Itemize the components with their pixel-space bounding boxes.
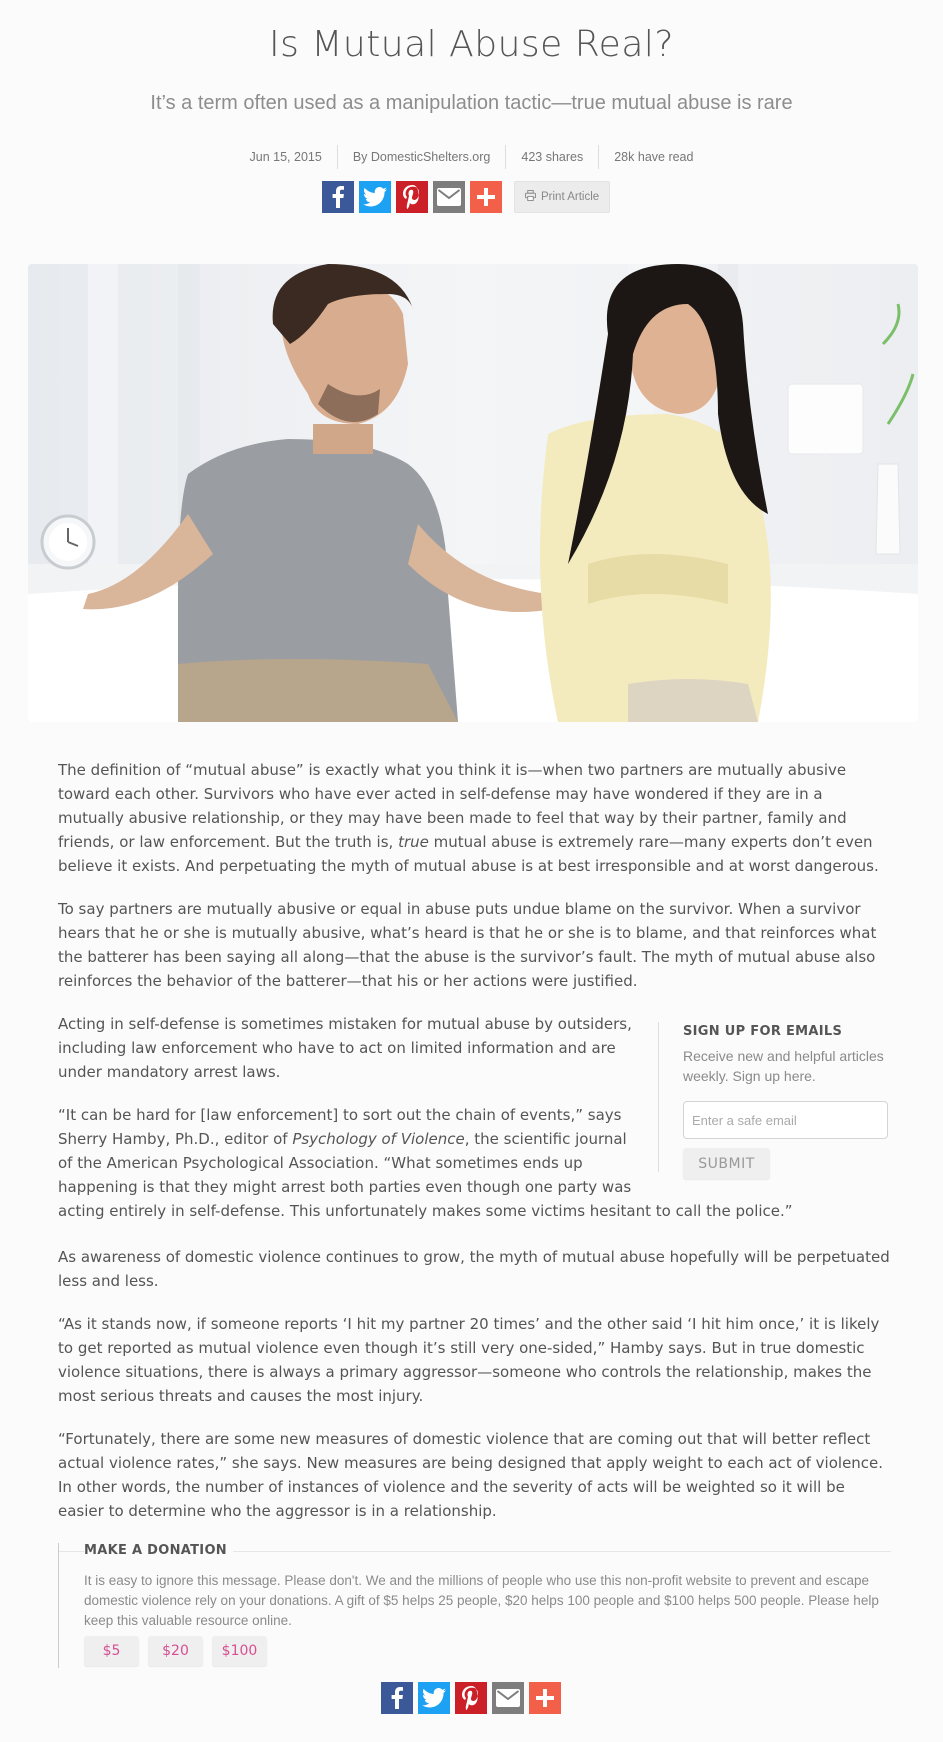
pinterest-icon (403, 185, 421, 209)
submit-button[interactable]: SUBMIT (683, 1148, 770, 1179)
article-paragraph: Acting in self-defense is sometimes mistaken for mutual abuse by outsiders, including law enforcement who have to act on limited information and are under mandatory arrest laws. (58, 1015, 632, 1081)
pinterest-icon (462, 1686, 480, 1710)
twitter-share-button[interactable] (418, 1682, 450, 1714)
hero-image (28, 264, 918, 722)
print-article-button[interactable] (514, 181, 610, 213)
share-bar-bottom (381, 1682, 566, 1714)
plus-icon (536, 1689, 554, 1707)
facebook-share-button[interactable] (322, 181, 354, 213)
signup-description: Receive new and helpful articles weekly. Sign up here. (683, 1048, 884, 1084)
article-paragraph: To say partners are mutually abusive or equal in abuse puts undue blame on the survivor. When a survivor hears that he or she is mutually abusive, what’s heard is that he or she is to blame, and that reinforces what the batterer has been saying all along—that the abuse is the survivor’s fault. The myth of mutual abuse also reinforces the behavior of the batterer—that his or her actions were justified. (58, 900, 877, 990)
donate-5-button[interactable]: $5 (84, 1636, 139, 1666)
donate-20-button[interactable]: $20 (148, 1636, 203, 1666)
twitter-icon (363, 187, 387, 207)
facebook-icon (389, 1687, 405, 1709)
donation-message: It is easy to ignore this message. Please don't. We and the millions of people who use this non-profit website to prevent and escape domestic violence rely on your donations. A gift of $5 helps 25 people, $20 helps 100 people and $100 helps 500 people. Please help keep this valuable resource online. (84, 1573, 879, 1628)
donate-100-button[interactable]: $100 (212, 1636, 267, 1666)
email-icon (437, 188, 461, 206)
facebook-share-button[interactable] (381, 1682, 413, 1714)
more-share-button[interactable] (529, 1682, 561, 1714)
author-link[interactable]: By DomesticShelters.org (338, 145, 507, 169)
share-count: 423 shares (506, 145, 599, 169)
email-icon (496, 1689, 520, 1707)
donation-heading: MAKE A DONATION (84, 1543, 233, 1558)
email-signup-box (658, 1022, 890, 1172)
email-share-button[interactable] (492, 1682, 524, 1714)
plus-icon (477, 188, 495, 206)
donation-box (58, 1543, 890, 1668)
pinterest-share-button[interactable] (455, 1682, 487, 1714)
twitter-icon (422, 1688, 446, 1708)
twitter-share-button[interactable] (359, 181, 391, 213)
email-input[interactable] (683, 1101, 888, 1139)
article-paragraph-quote: “It can be hard for [law enforcement] to sort out the chain of events,” says Sherry Hamby, Ph.D., editor of Psychology of Violence, the scientific journal of the American Psychological Association. “What sometimes ends up happening is that they might arrest both parties even though one party was acting entirely in self-defense. This unfortunately makes some victims hesitant to call the police.” (58, 1106, 793, 1220)
signup-heading: SIGN UP FOR EMAILS (683, 1024, 843, 1039)
page-subtitle: It’s a term often used as a manipulation tactic—true mutual abuse is rare (150, 92, 793, 114)
article-paragraph: The definition of “mutual abuse” is exactly what you think it is—when two partners are mutually abusive toward each other. Survivors who have ever acted in self-defense may have wondered if they are in a mutually abusive relationship, or they may have been made to feel that way by their partner, family and friends, or law enforcement. But the truth is, true mutual abuse is extremely rare—many experts don’t even believe it exists. And perpetuating the myth of mutual abuse is at best irresponsible and at worst dangerous. (58, 761, 879, 875)
article-paragraph: “As it stands now, if someone reports ‘I hit my partner 20 times’ and the other said ‘I hit him once,’ it is likely to get reported as mutual violence even though it’s still very one-sided,” Hamby says. But in true domestic violence situations, there is always a primary aggressor—someone who controls the relationship, makes the most serious threats and causes the most injury. (58, 1315, 880, 1405)
facebook-icon (330, 186, 346, 208)
page-title: Is Mutual Abuse Real? (269, 24, 674, 65)
share-bar-top (322, 181, 610, 213)
article-paragraph: As awareness of domestic violence continues to grow, the myth of mutual abuse hopefully will be perpetuated less and less. (58, 1248, 890, 1290)
publish-date: Jun 15, 2015 (235, 145, 338, 169)
more-share-button[interactable] (470, 181, 502, 213)
print-article-label: Print Article (541, 191, 600, 203)
article-paragraph: “Fortunately, there are some new measures of domestic violence that are coming out that will better reflect actual violence rates,” she says. New measures are being designed that apply weight to each act of violence. In other words, the number of instances of violence and the severity of acts will be weighted so it will be easier to determine who the aggressor is in a relationship. (58, 1430, 884, 1520)
donation-amounts (84, 1636, 276, 1666)
read-count: 28k have read (614, 150, 694, 164)
article-meta (0, 145, 943, 169)
printer-icon (525, 190, 536, 204)
pinterest-share-button[interactable] (396, 181, 428, 213)
email-share-button[interactable] (433, 181, 465, 213)
